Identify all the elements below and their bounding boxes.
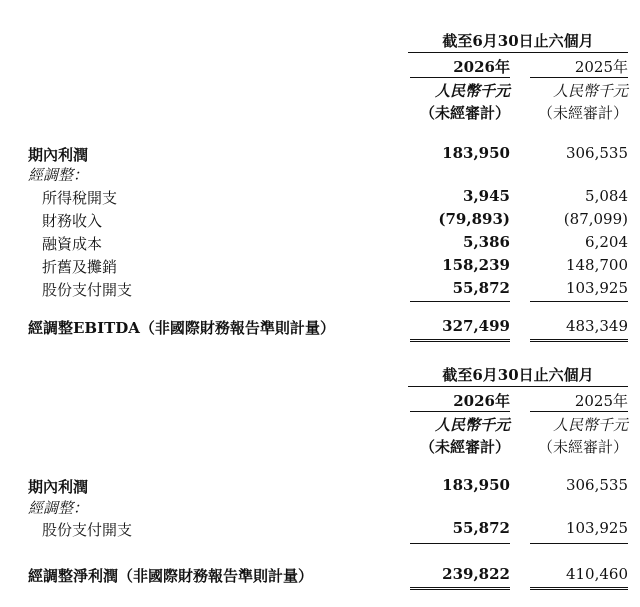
year-2025-header: 2025年 <box>574 58 628 76</box>
row-value-2025: 148,700 <box>565 256 628 274</box>
table-row <box>0 519 640 540</box>
total-2025: 483,349 <box>565 317 628 335</box>
profit-label: 期內利潤 <box>28 146 89 164</box>
header-rule <box>408 386 628 387</box>
row-label: 財務收入 <box>42 212 103 230</box>
double-rule-2026 <box>410 587 510 590</box>
row-value-2025: 103,925 <box>565 279 628 297</box>
profit-2025: 306,535 <box>565 476 628 494</box>
audit-2025: （未經審計） <box>537 104 628 122</box>
adjusted-label: 經調整： <box>28 166 89 184</box>
row-value-2025: 6,204 <box>585 233 628 251</box>
table-row <box>0 279 640 300</box>
adjusted-label-row <box>0 497 640 518</box>
subtotal-rule-2026 <box>410 301 510 302</box>
table-row <box>0 187 640 208</box>
row-label: 折舊及攤銷 <box>42 258 118 276</box>
total-row <box>0 565 640 586</box>
year-2026-header: 2026年 <box>453 392 510 410</box>
audit-2025: （未經審計） <box>537 438 628 456</box>
subtotal-rule-2025 <box>530 543 628 544</box>
audit-2026: （未經審計） <box>419 104 510 122</box>
row-label: 股份支付開支 <box>42 281 133 299</box>
double-rule-2025 <box>530 339 628 342</box>
row-value-2026: 5,386 <box>463 233 510 251</box>
subtotal-rule-2026 <box>410 543 510 544</box>
profit-label: 期內利潤 <box>28 478 89 496</box>
double-rule-2026 <box>410 339 510 342</box>
row-value-2026: 55,872 <box>452 519 510 537</box>
row-value-2025: 103,925 <box>565 519 628 537</box>
row-value-2026: 158,239 <box>442 256 510 274</box>
unit-2025: 人民幣千元 <box>552 416 628 434</box>
year-rule-2025 <box>530 77 628 78</box>
row-value-2026: (79,893) <box>438 210 510 228</box>
table-row <box>0 210 640 231</box>
audit-2026: （未經審計） <box>419 438 510 456</box>
profit-2026: 183,950 <box>442 476 510 494</box>
row-label: 所得稅開支 <box>42 189 118 207</box>
table-row <box>0 256 640 277</box>
period-header: 截至6月30日止六個月 <box>442 366 594 384</box>
header-rule <box>408 52 628 53</box>
total-2026: 327,499 <box>442 317 510 335</box>
adjusted-label-row <box>0 164 640 185</box>
profit-row <box>0 144 640 165</box>
row-value-2026: 3,945 <box>463 187 510 205</box>
table-row <box>0 233 640 254</box>
total-row <box>0 317 640 338</box>
year-rule-2026 <box>410 77 510 78</box>
row-label: 股份支付開支 <box>42 521 133 539</box>
year-2026-header: 2026年 <box>453 58 510 76</box>
row-value-2025: (87,099) <box>563 210 628 228</box>
total-2026: 239,822 <box>442 565 510 583</box>
unit-2025: 人民幣千元 <box>552 82 628 100</box>
row-value-2025: 5,084 <box>585 187 628 205</box>
row-value-2026: 55,872 <box>452 279 510 297</box>
profit-2025: 306,535 <box>565 144 628 162</box>
subtotal-rule-2025 <box>530 301 628 302</box>
year-rule-2025 <box>530 411 628 412</box>
total-label: 經調整淨利潤（非國際財務報告準則計量） <box>28 567 314 585</box>
total-2025: 410,460 <box>565 565 628 583</box>
profit-2026: 183,950 <box>442 144 510 162</box>
profit-row <box>0 476 640 497</box>
double-rule-2025 <box>530 587 628 590</box>
year-rule-2026 <box>410 411 510 412</box>
total-label: 經調整EBITDA（非國際財務報告準則計量） <box>28 319 335 337</box>
period-header: 截至6月30日止六個月 <box>442 32 594 50</box>
row-label: 融資成本 <box>42 235 103 253</box>
unit-2026: 人民幣千元 <box>434 416 510 434</box>
adjusted-label: 經調整： <box>28 499 89 517</box>
unit-2026: 人民幣千元 <box>434 82 510 100</box>
year-2025-header: 2025年 <box>574 392 628 410</box>
